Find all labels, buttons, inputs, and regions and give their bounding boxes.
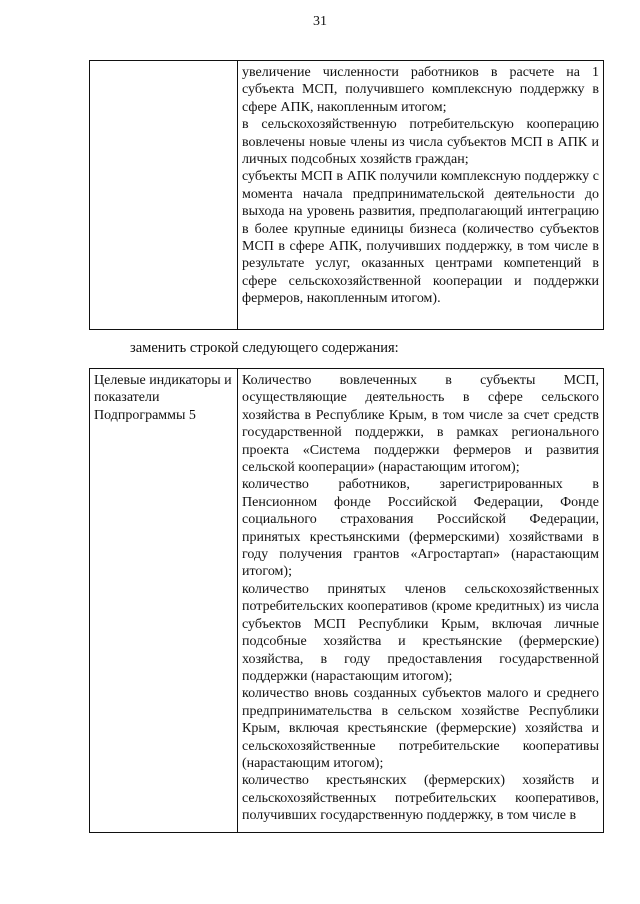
- paragraph: количество вновь созданных субъектов малого и среднего предпринимательства в сельском хозяйстве Республики Крым, включая крестьянские (фермерские) хозяйства и сельскохозяйственные потребительские кооперативы (нарастающим итогом);: [242, 686, 599, 771]
- paragraph: количество работников, зарегистрированных в Пенсионном фонде Российской Федерации, Фонде социального страхования Российской Федерации, принятых крестьянскими (фермерскими) хозяйствами в году получения грантов «Агростартап» (нарастающим итогом);: [242, 477, 599, 580]
- page-number: 31: [313, 14, 327, 29]
- paragraph: Количество вовлеченных в субъекты МСП, осуществляющие деятельность в сфере сельского хозяйства в Республике Крым, в том числе за счет средств государственной поддержки, в рамках регионального проекта «Система поддержки фермеров и развития сельской кооперации» (нарастающим итогом);: [242, 373, 599, 476]
- table-row: [90, 369, 604, 833]
- table-label-cell: [90, 369, 238, 833]
- paragraph: в сельскохозяйственную потребительскую кооперацию вовлечены новые члены из числа субъектов МСП в АПК и личных подсобных хозяйств граждан;: [242, 117, 599, 168]
- table-content-cell: [238, 369, 604, 833]
- replacement-table: [89, 368, 604, 833]
- table-row: [90, 61, 604, 330]
- paragraph: субъекты МСП в АПК получили комплексную поддержку с момента начала предпринимательской деятельности до выхода на уровень развития, предполагающий интеграцию в более крупные единицы бизнеса (количество субъектов МСП в сфере АПК, получивших поддержку, в том числе в результате услуг, оказанных центрами компетенций в сфере сельскохозяйственной кооперации и поддержки фермеров, накопленным итогом).: [242, 169, 599, 307]
- continued-table: [89, 60, 604, 330]
- paragraph: количество принятых членов сельскохозяйственных потребительских кооперативов (кроме кредитных) из числа субъектов МСП Республики Крым, включая личные подсобные хозяйства и крестьянские (фермерские) хозяйства, в году предоставления государственной поддержки (нарастающим итогом);: [242, 581, 599, 684]
- paragraph: увеличение численности работников в расчете на 1 субъекта МСП, получившего комплексную поддержку в сфере АПК, накопленным итогом;: [242, 65, 599, 115]
- paragraph: количество крестьянских (фермерских) хозяйств и сельскохозяйственных потребительских кооперативов, получивших государственную поддержку, в том числе в: [242, 773, 599, 824]
- bridge-text: заменить строкой следующего содержания:: [130, 340, 399, 356]
- table-content-cell: [238, 61, 604, 330]
- table-label-cell: [90, 61, 238, 330]
- row-label: Целевые индикаторы и показатели Подпрограммы 5: [94, 373, 232, 423]
